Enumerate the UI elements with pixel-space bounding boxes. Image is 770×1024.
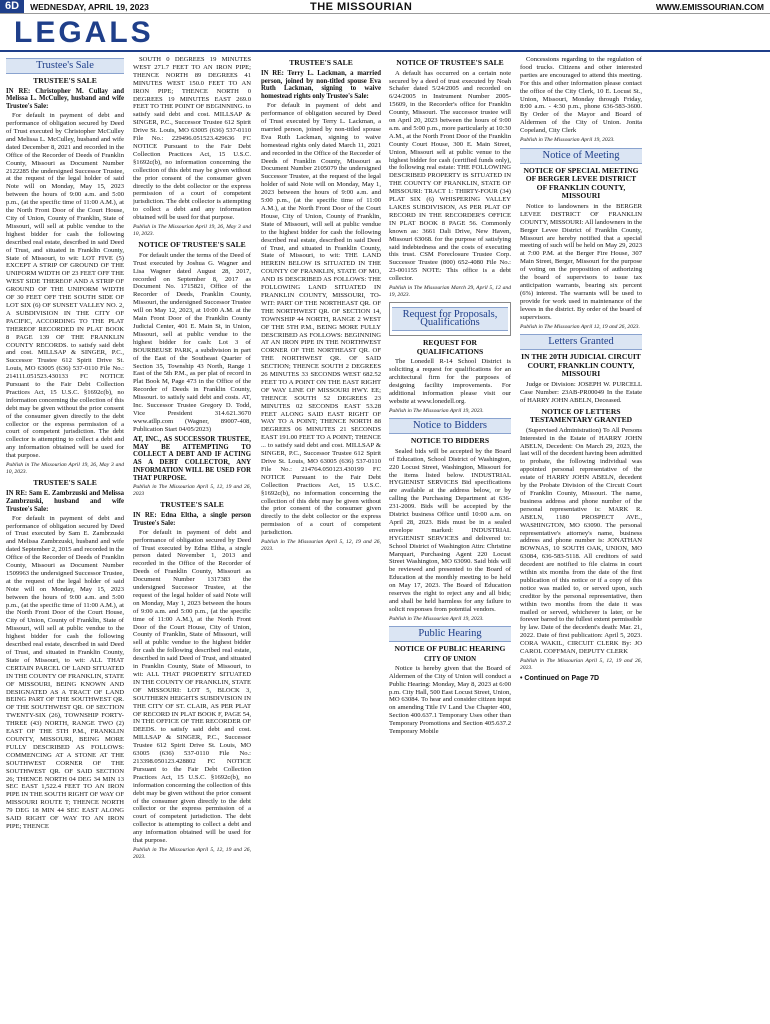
notice-body: Notice is hereby given that the Board of Aldermen of the City of Union will conduct a Public Hearing: Monday, May 8, 2023 at 6:00 p.m. City Hall, 500 East Locust Street, Union, MO 63084. To hear and consider citizen input on amending Title IV Land Use Chapter 400, Section 400.637.1 Temporary Uses other than Temporary Promotions and Section 405.637.2 Temporary Mobile [389,664,511,736]
website-url[interactable]: WWW.EMISSOURIAN.COM [655,1,764,12]
continued-note: • Continued on Page 7D [520,675,600,683]
column-4 [389,56,511,1020]
notice-body: Notice to landowners in the BERGER LEVEE DISTRICT OF FRANKLIN COUNTY, MISSOURI: All landowners in the Berger Levee District of Franklin County, Missouri are hereby notified that a special meeting of such will be held on May 29, 2023 at 7:00 P.M. at the Berger Fire House, 307 Main Street, Berger, Missouri for the purpose of voting on the proposition of authorizing the board of supervisors to issue tax anticipation warrants, bearing six percent (6%) interest. The warrants will be used to provide for work used in maintenance of the levees in the district. By order of the board of supervisors. [520,202,642,321]
column-1 [6,56,124,1020]
notice-heading: TRUSTEE'S SALE [289,58,353,67]
notice-heading: NOTICE OF PUBLIC HEARING [394,644,506,654]
section-header-bidders: Notice to Bidders [389,418,511,434]
notice-heading: TRUSTEE'S SALE [33,478,97,488]
notice-heading: NOTICE TO BIDDERS [410,436,490,446]
masthead [0,16,770,52]
publish-note: Publish in The Missourian April 5, 12, 19 and 26, 2023 [133,484,251,497]
notice-heading: NOTICE OF LETTERS TESTAMENTARY GRANTED [529,406,633,425]
notice-subheading: CITY OF UNION [424,655,476,663]
notice-heading: NOTICE OF TRUSTEE'S SALE [138,240,246,250]
notice-heading: REQUEST FOR QUALIFICATIONS [416,338,484,356]
notice-heading: NOTICE OF TRUSTEE'S SALE [396,58,504,67]
publish-note: Publish in The Missourian April 19, 2023. [520,137,615,144]
publish-note: Publish in The Missourian April 5, 12, 19 and 26, 2023. [261,539,381,552]
proposals-box [389,302,511,336]
notice-body: For default under the terms of the Deed of Trust executed by Joshua G. Wagner and Lisa Wagner dated August 28, 2017, recorded on September 8, 2017 as Document No. 1715821, Office of the Recorder of Deeds, Franklin County, Missouri, the undersigned Successor Trustee will on May 12, 2023, at 10:00 A.M. at the Main Front Door of the Franklin County Judicial Center, 401 E. Main St, in Union, Missouri, sell at public vendue to the highest bidder for cash: Lot 3 of BOURBEUSE PARK, a subdivision in part of the East of the Southeast Quarter of Section 35, Township 43 North, Range 1 East of the 5th P.M., as per plat of record in Plat Book M, Page 473 in the Office of the Recorder of Deeds in Franklin County, Missouri. to satisfy said debt and costs. AT, Inc. Successor Trustee Gregory D. Todd, Vice President 314.621.3670 www.atllp.com (Wagner, 89007-408, Publication Start 04/05/2023) [133,251,251,433]
notice-body: Judge or Division: JOSEPH W. PURCELL Case Number: 23AB-PR00049 In the Estate of HARRY JOHN ABELN, Deceased. [520,380,642,404]
notice-body: For default in payment of debt and performance of obligation secured by Deed of Trust executed by Terry L. Lackman, a married person, joined by non-titled spouse Eva Ruth Lackman, signing to waive homestead rights only dated March 11, 2021 and recorded in the Office of the Recorder of Deeds of Franklin County, Missouri as Document Number 2105079 the undersigned Successor Trustee, at the request of the legal holder of said Note will on Monday, May 1, 2023 between the hours of 9:00 a.m. and 5:00 p.m., (at the specific time of 11:00 A.M.), at the North Front Door of the Court House, City of Union, County of Franklin, State of Missouri, will sell at public vendue to the highest bidder for cash the following described real estate, described in said Deed of Trust, and situated in Franklin County, State of Missouri, to wit: THE LAND HEREIN BELOW IS SITUATED IN THE COUNTY OF FRANKLIN, STATE OF MO, AND IS DESCRIBED AS FOLLOWS: THE FOLLOWING LAND SITUATED IN FRANKLIN COUNTY, MISSOURI, TO-WIT: PART OF THE NORTHEAST QR. OF THE NORTHWEST QR. OF SECTION 14, TOWNSHIP 44 NORTH, RANGE 2 WEST OF THE 5TH P.M., BEING MORE FULLY DESCRIBED AS FOLLOWS: BEGINNING AT AN IRON PIPE IN THE NORTHWEST CORNER OF THE NORTHEAST QR. OF THE NORTHWEST QR. OF SAID SECTION; THENCE SOUTH 2 DEGREES 26 MINUTES 33 SECONDS WEST 682.52 FEET TO A POINT ON THE EAST RIGHT OF WAY LINE OF MISSOURI HWY. EE; THENCE SOUTH 52 DEGREES 23 MINUTES 02 SECONDS EAST 53.28 FEET ALONG SAID EAST RIGHT OF WAY TO A POINT; THENCE NORTH 88 DEGREES 06 MINUTES 21 SECONDS EAST 191.00 FEET TO A POINT; THENCE ... to satisfy said debt and cost. MILLSAP & SINGER, P.C., Successor Trustee 612 Spirit Drive St. Louis, MO 63005 (636) 537-0110 File No.: 214764.050123.430199 FC NOTICE Pursuant to the Fair Debt Collection Practices Act, 15 U.S.C. §1692c(b), no information concerning the collection of this debt may be given without the prior consent of the consumer given directly to the debt collector or the express permission of a court of competent jurisdiction. [261,102,381,537]
notice-subheading: IN RE: Christopher M. Cullay and Melissa L. McCulley, husband and wife Trustee's Sale: [6,87,124,111]
publish-note: Publish in The Missourian April 19, 2023. [389,407,484,414]
notice-body: A default has occurred on a certain note secured by a deed of trust executed by Noah Schafer dated 5/24/2005 and recorded on 6/24/2005 in Instrument Number 2005-15609, in the Recorder's office for Franklin County, Missouri. The successor trustee will on April 20, 2023 between the hours of 9:00 a.m. and 5:00 p.m., more particularly at 10:30 A.M., at the North Front Door of the Franklin County Court House, 300 E. Main Street, Union, Missouri sell at public venue to the highest bidder for cash (certified funds only), the following real estate: THE FOLLOWING DESCRIBED PROPERTY IS SITUATED IN THE COUNTY OF FRANKLIN, STATE OF MISSOURI: TRACT 1: THIRTY-FOUR (34) PLAT SIX (6) WHISPERING VALLEY LAKES SUBDIVISION, AS PER PLAT OF RECORD IN THE RECORDER'S OFFICE IN PLAT BOOK 8 PAGE 56. Commonly known as: 3661 Dali Drive, New Haven, Missouri 63068. for the purpose of satisfying said indebtedness and the costs of executing this trust. CSM Foreclosure Trustee Corp. Successor Trustee (800) 652-4080 File No.: 23-001155 NOTE: This office is a debt collector. [389,69,511,283]
notice-body: Sealed bids will be accepted by the Board of Education, School District of Washington, 220 Locust Street, Washington, Missouri for the items listed below. INDUSTRIAL HYGIENIST SERVICES Bid specifications are available at the address below, or by calling the Purchasing Department at 636-231-2009. Bids will be accepted by the District business Office until 10:00 a.m. on April 28, 2023. Bids must be in a sealed envelope marked: INDUSTRIAL HYGIENIST SERVICES and delivered to: School District of Washington Attn: Christine Marquart, Purchasing Agent 220 Locust Street Washington, MO 63090. Said bids will be reviewed and presented to the Board of Education at the monthly meeting to be held on May 17, 2023. The Board of Education reserves the right to reject any and all bids; and shall be held harmless for any failure to solicit responses from potential vendors. [389,447,511,613]
publish-note: Publish in The Missourian March 29, April 5, 12 and 19, 2023. [389,285,511,298]
notice-subheading: IN RE: Edna Eltha, a single person Trustee's Sale: [133,511,251,527]
publish-note: Publish in The Missourian April 5, 12, 19 and 26, 2023. [133,846,251,860]
publish-note: Publish in The Missourian April 19, 26, May 3 and 10, 2023. [6,462,124,475]
column-2 [133,56,251,1020]
paper-name: THE MISSOURIAN [310,0,413,13]
section-header-letters: Letters Granted [520,334,642,350]
notice-heading: IN THE 20TH JUDICIAL CIRCUIT COURT, FRANKLIN COUNTY, MISSOURI [521,352,641,379]
debt-collector-notice: AT, INC., AS SUCCESSOR TRUSTEE, MAY BE ATTEMPTING TO COLLECT A DEBT AND IF ACTING AS A DEBT COLLECTOR, ANY INFORMATION WILL BE USED FOR THAT PURPOSE. [133,435,251,483]
section-header-proposals: Request for Proposals, Qualifications [392,307,508,331]
issue-date: WEDNESDAY, APRIL 19, 2023 [30,1,149,12]
notice-body: SOUTH 0 DEGREES 19 MINUTES WEST 271.7 FEET TO AN IRON PIPE; THENCE NORTH 89 DEGREES 41 MINUTES WEST 150.0 FEET TO AN IRON PIPE; THENCE NORTH 0 DEGREES 19 MINUTES EAST 269.0 FEET TO THE POINT OF BEGINNING. to satisfy said debt and cost. MILLSAP & SINGER, P.C., Successor Trustee 612 Spirit Drive St. Louis, MO 63005 (636) 537-0110 File No.: 229496.051523.429636 FC NOTICE Pursuant to the Fair Debt Collection Practices Act, 15 U.S.C. §1692c(b), no information concerning the collection of this debt may be given without the prior consent of the consumer given directly to the debt collector or the express permission of a court of competent jurisdiction. The debt collector is attempting to collect a debt and any information obtained will be used for that purpose. [133,56,251,222]
notice-heading: TRUSTEE'S SALE [33,75,97,85]
notice-heading: TRUSTEE'S SALE [160,500,224,510]
notice-body: For default in payment of debt and performance of obligation secured by Deed of Trust executed by Sam E. Zambrzuski and Melissa Zambrzuski, husband and wife dated September 2, 2015 and recorded in the Office of the Recorder of Deeds of Franklin County, Missouri as Document Number 1509963 the undersigned Successor Trustee, at the request of the legal holder of said Note will on Monday, May 15, 2023 between the hours of 9:00 a.m. and 5:00 p.m., (at the specific time of 11:00 A.M.), at the North Front Door of the Court House, City of Union, County of Franklin, State of Missouri, will sell at public vendue to the highest bidder for cash the following described real estate, described in said Deed of Trust, and situated in Franklin County, State of Missouri, to wit: ALL THAT CERTAIN PARCEL OF LAND SITUATED IN THE COUNTY OF FRANKLIN, STATE OF MISSOURI, BEING KNOWN AND DESIGNATED AS A TRACT OF LAND BEING PART OF THE SOUTHWEST QR. OF THE SOUTHWEST QR. OF SECTION TWENTY-SIX (26), TOWNSHIP FORTY-THREE (43) NORTH, RANGE TWO (2) EAST OF THE 5TH P.M., FRANKLIN COUNTY, MISSOURI, BEING MORE FULLY DESCRIBED AS FOLLOWS: COMMENCING AT A STONE AT THE SOUTHWEST CORNER OF THE SOUTHWEST QR. OF SAID SECTION 26; THENCE NORTH 04 DEG 34 MIN 13 SEC EAST 1,522.4 FEET TO AN IRON PIPE IN THE SOUTH RIGHT OF WAY OF MISSOURI ROUTE T; THENCE NORTH 79 DEG 18 MIN 44 SEC EAST ALONG SAID RIGHT OF WAY TO AN IRON PIPE; THENCE [6,514,124,830]
notice-subheading: IN RE: Sam E. Zambrzuski and Melissa Zambrzuski, husband and wife Trustee's Sale: [6,489,124,513]
section-header-public-hearing: Public Hearing [389,626,511,642]
publish-note: Publish in The Missourian April 5, 12, 19 and 26, 2023. [520,658,642,671]
notice-body: The Lonedell R-14 School District is soliciting a request for qualifications for an architectural firm for the purposes of designing facility improvements. For additional information please visit our website at www.lonedell.org. [389,358,511,405]
section-header-trustee-sale: Trustee's Sale [6,58,124,74]
page-number: 6D [0,0,24,13]
notice-body: For default in payment of debt and performance of obligation secured by Deed of Trust executed by Christopher McCulley and Melissa L. McCulley, husband and wife dated December 8, 2021 and recorded in the Office of the Recorder of Deeds of Franklin County, Missouri as Document Number 2122285 the undersigned Successor Trustee, at the request of the legal holder of said Note will on Monday, May 15, 2023 between the hours of 9:00 a.m. and 5:00 p.m., (at the specific time of 11:00 A.M.), at the North Front Door of the Court House, City of Union, County of Franklin, State of Missouri, will sell at public vendue to the highest bidder for cash the following described real estate, described in said Deed of Trust, and situated in Franklin County, State of Missouri, to wit: LOT FIVE (5) EXCEPT A STRIP OF GROUND OF THE UNIFORM WIDTH OF 23 FEET OFF THE WEST SIDE THEREOF AND A STRIP OF GROUND OF THE UNIFORM WIDTH OF 30 FEET OFF THE SOUTH SIDE OF LOT SIX (6) OF SUNSET VALLEY NO. 2, A SUBDIVISION IN THE CITY OF PACIFIC, ACCORDING TO THE PLAT THEREOF RECORDED IN PLAT BOOK 8 PAGE 139 OF THE FRANKLIN COUNTY RECORDS. to satisfy said debt and cost. MILLSAP & SINGER, P.C., Successor Trustee 612 Spirit Drive St. Louis, MO 63005 (636) 537-0110 File No.: 214111.051523.430133 FC NOTICE Pursuant to the Fair Debt Collection Practices Act, 15 U.S.C. §1692c(b), no information concerning the collection of this debt may be given without the prior consent of the consumer given directly to the debt collector or the express permission of a court of competent jurisdiction. The debt collector is attempting to collect a debt and any information obtained will be used for that purpose. [6,112,124,460]
publish-note: Publish in The Missourian April 19, 2023. [389,615,484,622]
notice-body: Concessions regarding to the regulation of food trucks. Citizens and other interested parties are encouraged to attend this meeting. For this and other information please contact the office of the City Clerk, 10 E. Locust St., Union, Missouri, Monday through Friday, 8:00 a.m. - 4:30 p.m., phone 636-583-3600. By Order of the Mayor and Board of Aldermen of the City of Union. Jonita Copeland, City Clerk [520,56,642,135]
notice-subheading: IN RE: Terry L. Lackman, a married person, joined by non-titled spouse Eva Ruth Lackman, signing to waive homestead rights only Trustee's Sale: [261,69,381,101]
column-3 [261,56,381,1020]
column-5 [520,56,642,1020]
notice-heading: NOTICE OF SPECIAL MEETING OF BERGER LEVEE DISTRICT OF FRANKLIN COUNTY, MISSOURI [523,165,639,201]
notice-body: For default in payment of debt and performance of obligation secured by Deed of Trust executed by Edna Eltha, a single person dated November 1, 2013 and recorded in the Office of the Recorder of Deeds of Franklin County, Missouri as Document Number 1317383 the undersigned Successor Trustee, at the request of the legal holder of said Note will on Monday, May 1, 2023 between the hours of 9:00 a.m. and 5:00 p.m., (at the specific time of 11:00 A.M.), at the North Front Door of the Court House, City of Union, County of Franklin, State of Missouri, will sell at public vendue to the highest bidder for cash the following described real estate, described in said Deed of Trust, and situated in Franklin County, State of Missouri, to wit: ALL THAT PROPERTY SITUATED IN THE COUNTY OF FRANKLIN, STATE OF MISSOURI: LOT 5, BLOCK 3, SOUTHERN HEIGHTS SUBDIVISION IN THE CITY OF ST. CLAIR, AS PER PLAT OF RECORD IN PLAT BOOK F, PAGE 54, IN THE OFFICE OF THE RECORDER OF DEEDS. to satisfy said debt and cost. MILLSAP & SINGER, P.C., Successor Trustee 612 Spirit Drive St. Louis, MO 63005 (636) 537-0110 File No.: 213398.050123.428802 FC NOTICE Pursuant to the Fair Debt Collection Practices Act, 15 U.S.C. §1692c(b), no information concerning the collection of this debt may be given without the prior consent of the consumer given directly to the debt collector or the express permission of a court of competent jurisdiction. The debt collector is attempting to collect a debt and any information obtained will be used for that purpose. [133,528,251,845]
notice-body: (Supervised Administration) To All Persons Interested in the Estate of HARRY JOHN ABELN, Decedent: On March 29, 2023, the last will of the decedent having been admitted to probate, the following individual was appointed personal representative of the estate of HARRY JOHN ABELN, decedent by the Probate Division of the Circuit Court of Franklin County, Missouri. The name, business address and phone number of the personal representative is: MARK R. ABELN, 1180 PROSPECT AVE., WASHINGTON, MO 63090. The personal representative's attorney's name, business address and phone number is: JONATHAN BOWNAS, 10 SOUTH OAK, UNION, MO 63084, 636-583-5118. All creditors of said decedent are notified to file claims in court within six months from the date of the first publication of this notice or if a copy of this notice was mailed to, or served upon, such creditor by the personal representative, then within two months from the date it was mailed or served, whichever is later, or be forever barred to the fullest extent permissible by law. Date of the decedent's death: Mar. 21, 2022. Date of first publication: April 5, 2023. CORA WAKIL, CIRCUIT CLERK By: JO CAROL COFFMAN, DEPUTY CLERK [520,426,642,656]
publish-note: Publish in The Missourian April 12, 19 and 26, 2023. [520,323,640,330]
page-header [0,0,770,14]
publish-note: Publish in The Missourian April 19, 26, May 3 and 10, 2023. [133,224,251,237]
section-title: LEGALS [14,16,154,49]
section-header-meeting: Notice of Meeting [520,148,642,164]
